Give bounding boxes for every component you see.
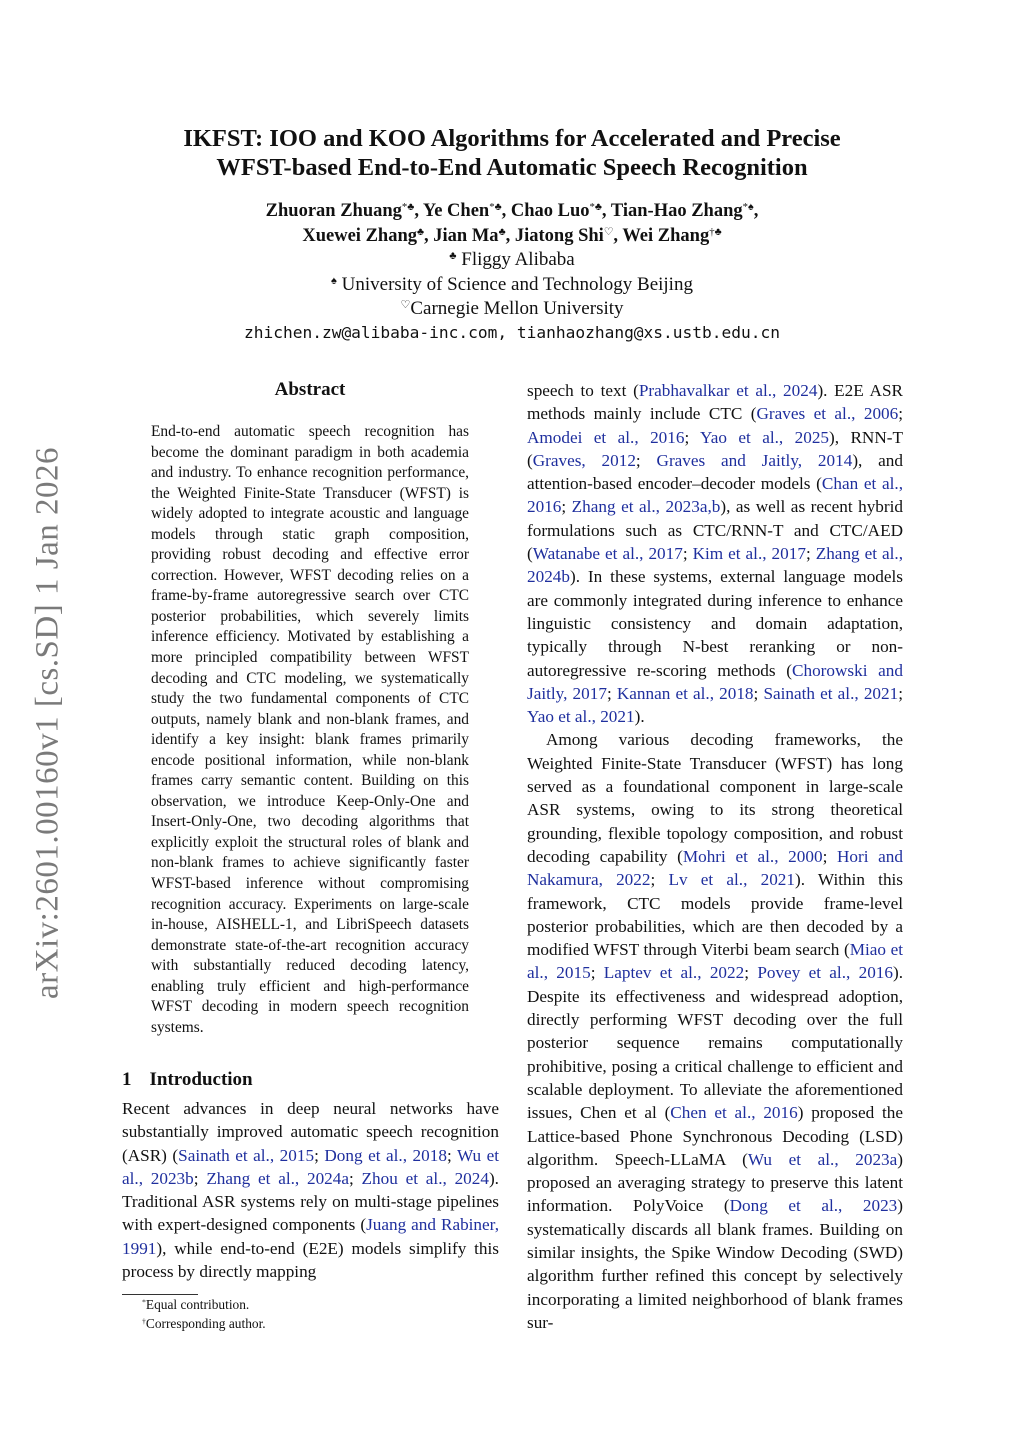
heart-symbol-icon: ♡ xyxy=(400,298,411,311)
author-name: Zhuoran Zhuang xyxy=(265,201,402,221)
section-heading-introduction xyxy=(122,1068,253,1092)
footnote-corresponding-author: †Corresponding author. xyxy=(142,1315,266,1331)
right-column xyxy=(527,379,903,1334)
author-name: Tian-Hao Zhang xyxy=(610,201,743,221)
affiliation-2: ♠ University of Science and Technology Beijing xyxy=(331,273,693,295)
author-mark: ♣ xyxy=(498,226,506,239)
citation-link[interactable]: Zhou et al., 2024 xyxy=(361,1168,489,1188)
citation-link[interactable]: Kim et al., 2017 xyxy=(692,544,806,564)
affiliations xyxy=(120,248,904,322)
arxiv-sidebar xyxy=(16,433,80,1013)
citation-link[interactable]: Sainath et al., 2021 xyxy=(763,683,899,703)
citation-link[interactable]: Sainath et al., 2015 xyxy=(178,1145,315,1165)
author-name: Jiatong Shi xyxy=(514,226,604,246)
citation-link[interactable]: Kannan et al., 2018 xyxy=(616,683,754,703)
citation-link[interactable]: Chan et al., 2016 xyxy=(527,474,903,517)
citation-link[interactable]: Miao et al., 2015 xyxy=(527,940,903,983)
author-mark: *♣ xyxy=(589,201,602,214)
author-name: Wei Zhang xyxy=(622,226,710,246)
spade-symbol-icon: ♠ xyxy=(331,274,337,287)
intro-paragraph-2: Among various decoding frameworks, the Weighted Finite-State Transducer (WFST) has long served as a foundational component in large-scale ASR systems, owing to its strong theoretical grounding, flexible topology composition, and robust decoding capability (Mohri et al., 2000; Hori and Nakamura, 2022; Lv et al., 2021). Within this framework, CTC models provide frame-level posterior probabilities, which are then decoded by a modified WFST through Viterbi beam search (Miao et al., 2015; Laptev et al., 2022; Povey et al., 2016). Despite its effectiveness and widespread adoption, directly performing WFST decoding over the full posterior sequence remains computationally prohibitive, posing a critical challenge to efficient and scalable deployment. To alleviate the aforementioned issues, Chen et al (Chen et al., 2016) proposed the Lattice-based Phone Synchronous Decoding (LSD) algorithm. Speech-LLaMA (Wu et al., 2023a) proposed an averaging strategy to preserve this latent information. PolyVoice (Dong et al., 2023) systematically discards all blank frames. Building on similar insights, the Spike Window Decoding (SWD) algorithm further refined this concept by selectively incorporating a limited neighborhood of blank frames sur- xyxy=(527,730,904,1332)
citation-link[interactable]: Zhang et al., 2024a xyxy=(206,1168,349,1188)
citation-link[interactable]: Prabhavalkar et al., 2024 xyxy=(638,381,818,400)
abstract-text: End-to-end automatic speech recognition has become the dominant paradigm in both academia and industry. To enhance recognition performance, the Weighted Finite-State Transducer (WFST) is widely adopted to integrate acoustic and language models through static graph composition, providing robust decoding and effective error correction. However, WFST decoding relies on a frame-by-frame autoregressive search over CTC posterior probabilities, which severely limits inference efficiency. Motivated by establishing a more principled compatibility between WFST decoding and CTC modeling, we systematically study the two fundamental components of CTC outputs, namely blank and non-blank frames, and identify a key insight: blank frames primarily encode positional information, while non-blank frames carry semantic content. Building on this observation, we introduce Keep-Only-One and Insert-Only-One, two decoding algorithms that explicitly exploit the structural roles of blank and non-blank frames to achieve significantly faster WFST-based inference without compromising recognition accuracy. Experiments on large-scale in-house, AISHELL-1, and LibriSpeech datasets demonstrate state-of-the-art recognition accuracy with substantially reduced decoding latency, enabling truly efficient and high-performance WFST decoding in modern speech recognition systems. xyxy=(151,423,469,1036)
citation-link[interactable]: Hori and Nakamura, 2022 xyxy=(527,846,903,890)
author-name: Xuewei Zhang xyxy=(302,226,417,246)
citation-link[interactable]: Lv et al., 2021 xyxy=(668,870,795,890)
author-mark: ♡ xyxy=(603,226,614,239)
footnote-rule xyxy=(122,1294,198,1295)
author-mark: *♣ xyxy=(489,201,502,214)
affiliation-3: ♡Carnegie Mellon University xyxy=(400,298,624,319)
author-line-1: Zhuoran Zhuang*♣, Ye Chen*♣, Chao Luo*♣, Tian-Hao Zhang*♠, xyxy=(265,201,759,221)
author-mark: *♣ xyxy=(401,201,415,214)
citation-link[interactable]: Graves et al., 2006 xyxy=(756,404,899,424)
author-line-2: Xuewei Zhang♣, Jian Ma♣, Jiatong Shi♡, Wei Zhang†♣ xyxy=(302,226,722,246)
citation-link[interactable]: Yao et al., 2025 xyxy=(700,427,830,447)
citation-link[interactable]: Zhang et al., 2023a,b xyxy=(571,497,721,517)
citation-link[interactable]: Graves and Jaitly, 2014 xyxy=(656,450,853,470)
author-list xyxy=(120,199,904,249)
title-line-2: WFST-based End-to-End Automatic Speech Recognition xyxy=(216,154,808,181)
intro-paragraph-1: Recent advances in deep neural networks have substantially improved automatic speech recognition (ASR) (Sainath et al., 2015; Dong et al., 2018; Wu et al., 2023b; Zhang et al., 2024a; Zhou et al., 2024). Traditional ASR systems rely on multi-stage pipelines with expert-designed components (Juang and Rabiner, 1991), while end-to-end (E2E) models simplify this process by directly mapping xyxy=(122,1099,499,1282)
citation-link[interactable]: Yao et al., 2021 xyxy=(527,707,635,727)
citation-link[interactable]: Dong et al., 2023 xyxy=(729,1196,898,1216)
citation-link[interactable]: Povey et al., 2016 xyxy=(757,963,893,983)
title-line-1: IKFST: IOO and KOO Algorithms for Accelerated and Precise xyxy=(183,125,841,152)
section-title: Introduction xyxy=(149,1069,253,1090)
club-symbol-icon: ♣ xyxy=(449,249,457,262)
citation-link[interactable]: Laptev et al., 2022 xyxy=(603,963,745,983)
citation-link[interactable]: Juang and Rabiner, 1991 xyxy=(122,1215,499,1258)
affiliation-1: ♣ Fliggy Alibaba xyxy=(449,249,575,270)
author-name: Ye Chen xyxy=(422,201,490,221)
intro-paragraph-1-continued: speech to text (Prabhavalkar et al., 2024). E2E ASR methods mainly include CTC (Graves et al., 2006; Amodei et al., 2016; Yao et al., 2025), RNN-T (Graves, 2012; Graves and Jaitly, 2014), and attention-based encoder–decoder models (Chan et al., 2016; Zhang et al., 2023a,b), as well as recent hybrid formulations such as CTC/RNN-T and CTC/AED (Watanabe et al., 2017; Kim et al., 2017; Zhang et al., 2024b). In these systems, external language models are commonly integrated during inference to enhance linguistic consistency and domain adaptation, typically through N-best reranking or non-autoregressive re-scoring methods (Chorowski and Jaitly, 2017; Kannan et al., 2018; Sainath et al., 2021; Yao et al., 2021). xyxy=(527,381,904,727)
footnote-equal-contribution: *Equal contribution. xyxy=(142,1297,250,1312)
author-mark: ♣ xyxy=(417,226,425,239)
author-mark: *♠ xyxy=(742,201,754,214)
section-number: 1 xyxy=(122,1069,132,1090)
paper-title xyxy=(120,124,904,182)
citation-link[interactable]: Dong et al., 2018 xyxy=(324,1145,447,1165)
citation-link[interactable]: Zhang et al., 2024b xyxy=(527,544,904,587)
footnotes xyxy=(142,1296,266,1333)
citation-link[interactable]: Chen et al., 2016 xyxy=(670,1103,798,1123)
citation-link[interactable]: Chorowski and Jaitly, 2017 xyxy=(527,660,903,703)
author-emails: zhichen.zw@alibaba-inc.com, tianhaozhang@xs.ustb.edu.cn xyxy=(243,323,780,342)
author-mark: †♣ xyxy=(709,226,722,239)
arxiv-identifier: arXiv:2601.00160v1 [cs.SD] 1 Jan 2026 xyxy=(29,447,66,999)
citation-link[interactable]: Mohri et al., 2000 xyxy=(682,846,823,866)
citation-link[interactable]: Graves, 2012 xyxy=(532,450,636,470)
citation-link[interactable]: Wu et al., 2023b xyxy=(122,1145,499,1188)
author-name: Chao Luo xyxy=(510,201,590,221)
citation-link[interactable]: Watanabe et al., 2017 xyxy=(532,544,683,564)
citation-link[interactable]: Wu et al., 2023a xyxy=(747,1149,898,1169)
abstract-heading: Abstract xyxy=(274,379,346,400)
citation-link[interactable]: Amodei et al., 2016 xyxy=(527,427,685,447)
author-name: Jian Ma xyxy=(433,226,499,246)
